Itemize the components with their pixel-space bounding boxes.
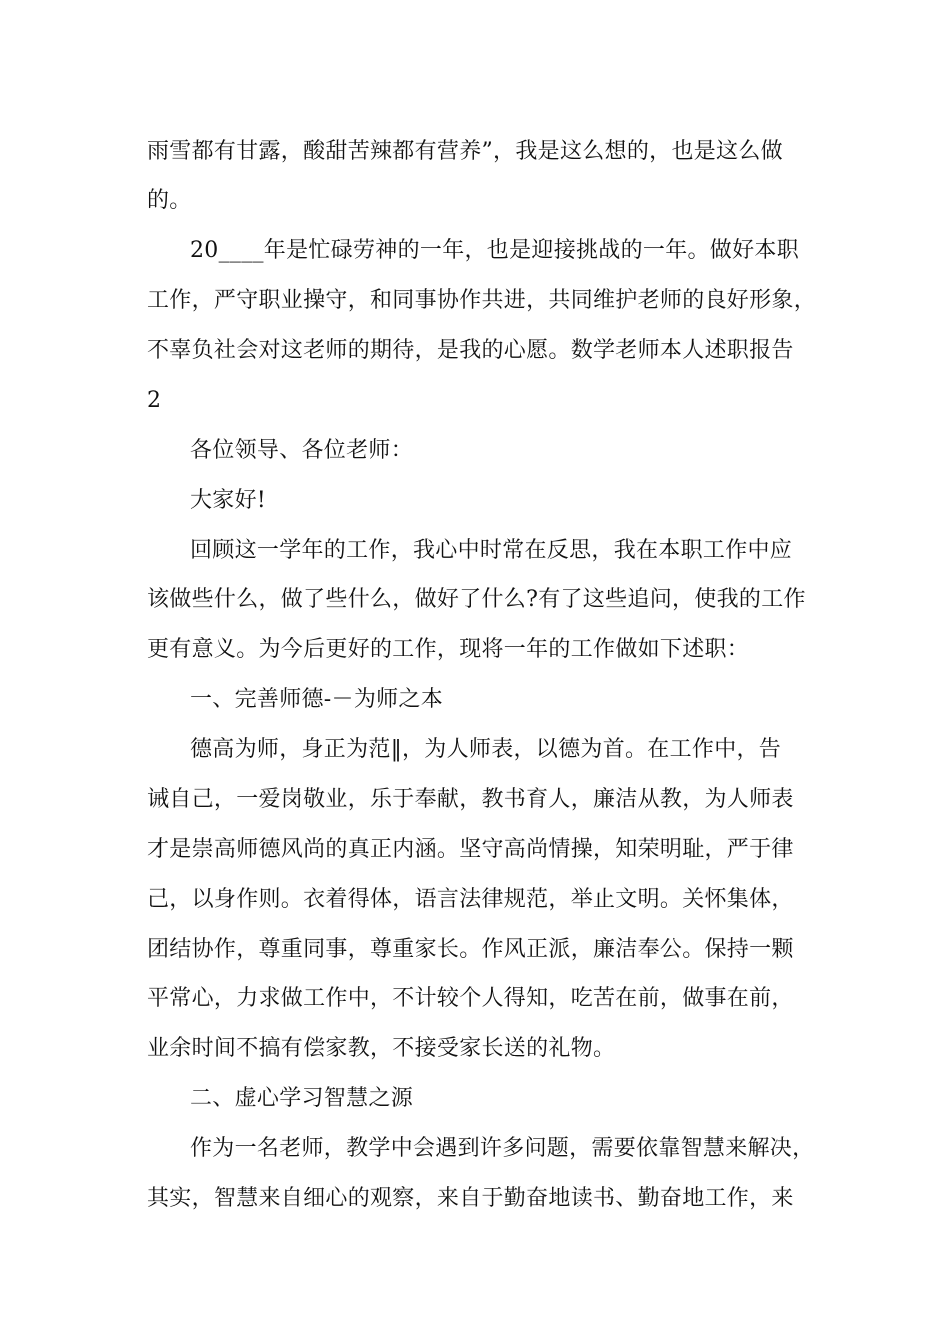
text-line: 平常心，力求做工作中，不计较个人得知，吃苦在前，做事在前，	[147, 986, 794, 1011]
text-line: 己，以身作则。衣着得体，语言法律规范，举止文明。关怀集体，	[147, 887, 794, 912]
section-heading-2: 二、虚心学习智慧之源	[190, 1086, 414, 1111]
paragraph-start: 德高为师，身正为范‖，为人师表，以德为首。在工作中，告	[190, 737, 782, 762]
text-line: 诫自己，一爱岗敬业，乐于奉献，教书育人，廉洁从教，为人师表	[147, 787, 794, 812]
text-line: 更有意义。为今后更好的工作，现将一年的工作做如下述职：	[147, 637, 750, 662]
section-heading-1: 一、完善师德-－为师之本	[190, 687, 444, 712]
text-line: 不辜负社会对这老师的期待，是我的心愿。数学老师本人述职报告	[147, 338, 794, 363]
paragraph-start: 20____年是忙碌劳神的一年，也是迎接挑战的一年。做好本职	[190, 238, 799, 263]
text-line: 的。	[147, 188, 192, 213]
greeting: 大家好!	[190, 488, 267, 513]
salutation: 各位领导、各位老师：	[190, 438, 414, 463]
text-line: 团结协作，尊重同事，尊重家长。作风正派，廉洁奉公。保持一颗	[147, 937, 794, 962]
text-line: 其实，智慧来自细心的观察，来自于勤奋地读书、勤奋地工作，来	[147, 1186, 794, 1211]
paragraph-start: 作为一名老师，教学中会遇到许多问题，需要依靠智慧来解决，	[190, 1136, 815, 1161]
paragraph-start: 回顾这一学年的工作，我心中时常在反思，我在本职工作中应	[190, 538, 793, 563]
text-line: 该做些什么，做了些什么，做好了什么?有了这些追问，使我的工作	[147, 587, 806, 612]
text-line: 工作，严守职业操守，和同事协作共进，共同维护老师的良好形象，	[147, 288, 817, 313]
text-line: 雨雪都有甘露，酸甜苦辣都有营养”，我是这么想的，也是这么做	[147, 139, 783, 164]
text-line: 业余时间不搞有偿家教，不接受家长送的礼物。	[147, 1036, 616, 1061]
text-line: 才是崇高师德风尚的真正内涵。坚守高尚情操，知荣明耻，严于律	[147, 837, 794, 862]
text-line: 2	[147, 388, 162, 413]
